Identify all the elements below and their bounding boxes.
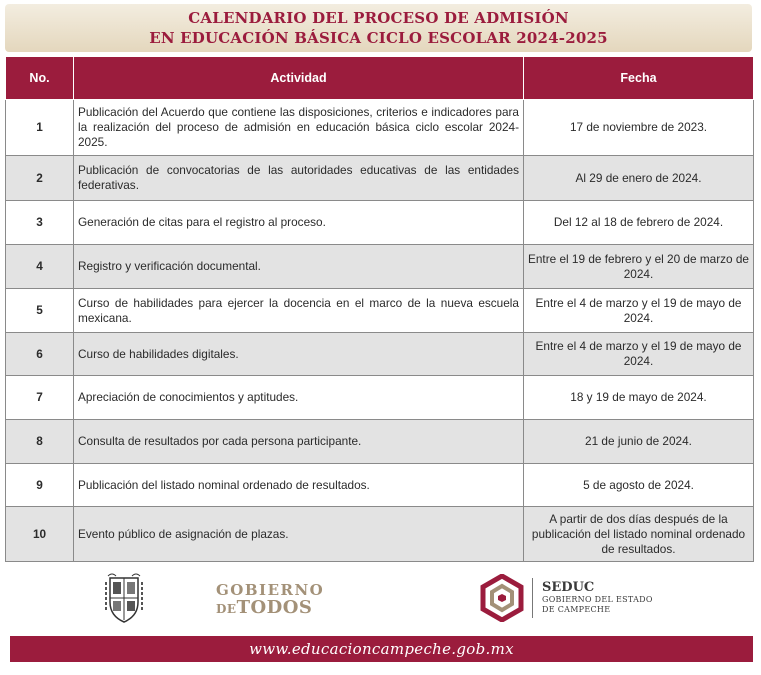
seduc-sub1: GOBIERNO DEL ESTADO [542,595,653,604]
seduc-logo-text [542,581,653,615]
row-number: 7 [6,376,74,420]
row-number: 3 [6,201,74,245]
table-row [6,100,754,156]
row-activity: Evento público de asignación de plazas. [74,507,524,562]
table-row [6,156,754,201]
column-header-actividad: Actividad [74,57,524,100]
table-row [6,289,754,333]
row-date: 17 de noviembre de 2023. [524,100,754,156]
table-row [6,376,754,420]
table-row [6,464,754,507]
row-number: 1 [6,100,74,156]
row-activity: Publicación de convocatorias de las autoridades educativas de las entidades federativas. [74,156,524,201]
title-banner [5,4,752,52]
table-header-row [6,57,754,100]
row-activity: Generación de citas para el registro al proceso. [74,201,524,245]
row-date: A partir de dos días después de la publicación del listado nominal ordenado de resultados. [524,507,754,562]
gobierno-logo-line2 [216,599,324,618]
row-activity: Publicación del Acuerdo que contiene las disposiciones, criterios e indicadores para la realización del proceso de admisión en educación básica ciclo escolar 2024-2025. [74,100,524,156]
gobierno-logo-line1: GOBIERNO [216,581,325,599]
row-date: Entre el 4 de marzo y el 19 de mayo de 2024. [524,289,754,333]
table-row [6,333,754,376]
column-header-fecha: Fecha [524,57,754,100]
row-activity: Curso de habilidades digitales. [74,333,524,376]
row-activity: Consulta de resultados por cada persona participante. [74,420,524,464]
page-title-line2: EN EDUCACIÓN BÁSICA CICLO ESCOLAR 2024-2025 [149,29,608,47]
row-date: Entre el 4 de marzo y el 19 de mayo de 2024. [524,333,754,376]
row-date: Al 29 de enero de 2024. [524,156,754,201]
row-number: 10 [6,507,74,562]
row-number: 9 [6,464,74,507]
table-row [6,201,754,245]
page-title-line1: CALENDARIO DEL PROCESO DE ADMISIÓN [188,9,569,27]
row-number: 4 [6,245,74,289]
table-row [6,507,754,562]
gobierno-logo-de: DE [216,602,237,616]
logo-strip [0,568,761,630]
gobierno-logo-todos: TODOS [236,597,313,618]
campeche-coat-of-arms-icon [104,572,144,624]
table-row [6,245,754,289]
row-activity: Curso de habilidades para ejercer la docencia en el marco de la nueva escuela mexicana. [74,289,524,333]
row-date: Entre el 19 de febrero y el 20 de marzo de 2024. [524,245,754,289]
admission-calendar-table [5,56,754,562]
row-date: 18 y 19 de mayo de 2024. [524,376,754,420]
row-activity: Apreciación de conocimientos y aptitudes. [74,376,524,420]
row-activity: Publicación del listado nominal ordenado de resultados. [74,464,524,507]
seduc-hexagon-logo-icon [478,574,526,622]
seduc-divider [532,578,533,618]
footer-url-link[interactable]: www.educacioncampeche.gob.mx [10,636,753,662]
row-activity: Registro y verificación documental. [74,245,524,289]
row-number: 6 [6,333,74,376]
table-row [6,420,754,464]
row-date: Del 12 al 18 de febrero de 2024. [524,201,754,245]
seduc-sub2: DE CAMPECHE [542,605,611,614]
row-number: 5 [6,289,74,333]
row-date: 21 de junio de 2024. [524,420,754,464]
seduc-name: SEDUC [542,580,595,595]
row-number: 2 [6,156,74,201]
gobierno-de-todos-logo [216,582,324,618]
row-date: 5 de agosto de 2024. [524,464,754,507]
row-number: 8 [6,420,74,464]
column-header-no: No. [6,57,74,100]
